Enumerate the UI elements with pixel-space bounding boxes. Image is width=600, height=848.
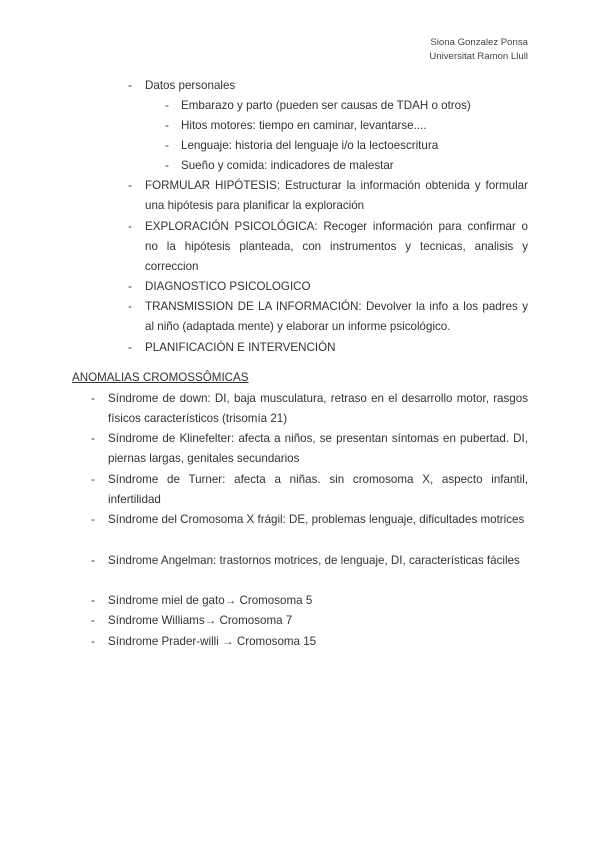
dash-bullet: -	[128, 300, 132, 313]
dash-bullet: -	[91, 392, 95, 405]
list-item: - Embarazo y parto (pueden ser causas de TDAH o otros)	[181, 96, 528, 116]
list-item: - Síndrome de Klinefelter: afecta a niños, se presentan síntomas en pubertad. DI, piernas largas, genitales secundarios	[108, 429, 528, 469]
author-name: Siona Gonzalez Ponsa	[430, 37, 528, 48]
dash-bullet: -	[91, 594, 95, 607]
dash-bullet: -	[91, 635, 95, 648]
list-item: - Síndrome Angelman: trastornos motrices, de lenguaje, DI, características fáciles	[108, 551, 528, 571]
list-item: - EXPLORACIÓN PSICOLÓGICA: Recoger información para confirmar o no la hipótesis planteada, con instrumentos y tecnicas, analisis y correccion	[145, 217, 528, 278]
dash-bullet: -	[91, 513, 95, 526]
dash-bullet: -	[165, 159, 169, 172]
dash-bullet: -	[91, 554, 95, 567]
dash-bullet: -	[91, 614, 95, 627]
list-item: - TRANSMISSION DE LA INFORMACIÓN: Devolver la info a los padres y al niño (adaptada mente) y elaborar un informe psicológico.	[145, 297, 528, 337]
list-item: - Síndrome Williams→ Cromosoma 7	[108, 611, 528, 631]
university-name: Universitat Ramon Llull	[429, 51, 528, 62]
page-header	[429, 36, 528, 64]
list-item: - DIAGNOSTICO PSICOLOGICO	[145, 277, 528, 297]
list-item: - Síndrome Prader-willi → Cromosoma 15	[108, 632, 528, 652]
section-heading: ANOMALIAS CROMOSSÔMICAS	[72, 371, 249, 384]
list-item: - FORMULAR HIPÓTESIS: Estructurar la información obtenida y formular una hipótesis para planificar la exploración	[145, 176, 528, 216]
dash-bullet: -	[91, 473, 95, 486]
list-item: - Síndrome de Turner: afecta a niñas. sin cromosoma X, aspecto infantil, infertilidad	[108, 470, 528, 510]
list-item: - Hitos motores: tiempo en caminar, levantarse....	[181, 116, 528, 136]
list-item: - Datos personales	[145, 76, 528, 96]
list-item: - Síndrome de down: DI, baja musculatura, retraso en el desarrollo motor, rasgos físicos característicos (trisomía 21)	[108, 389, 528, 429]
list-item: - Síndrome miel de gato→ Cromosoma 5	[108, 591, 528, 611]
dash-bullet: -	[128, 79, 132, 92]
dash-bullet: -	[128, 179, 132, 192]
list-item: - PLANIFICACIÓN E INTERVENCIÓN	[145, 338, 528, 358]
list-item: - Sueño y comida: indicadores de malestar	[181, 156, 528, 176]
list-item: - Síndrome del Cromosoma X frágil: DE, problemas lenguaje, dificultades motrices	[108, 510, 528, 530]
dash-bullet: -	[128, 280, 132, 293]
dash-bullet: -	[128, 220, 132, 233]
list-item: - Lenguaje: historia del lenguaje i/o la lectoescritura	[181, 136, 528, 156]
dash-bullet: -	[91, 432, 95, 445]
dash-bullet: -	[165, 139, 169, 152]
dash-bullet: -	[165, 99, 169, 112]
dash-bullet: -	[128, 341, 132, 354]
dash-bullet: -	[165, 119, 169, 132]
